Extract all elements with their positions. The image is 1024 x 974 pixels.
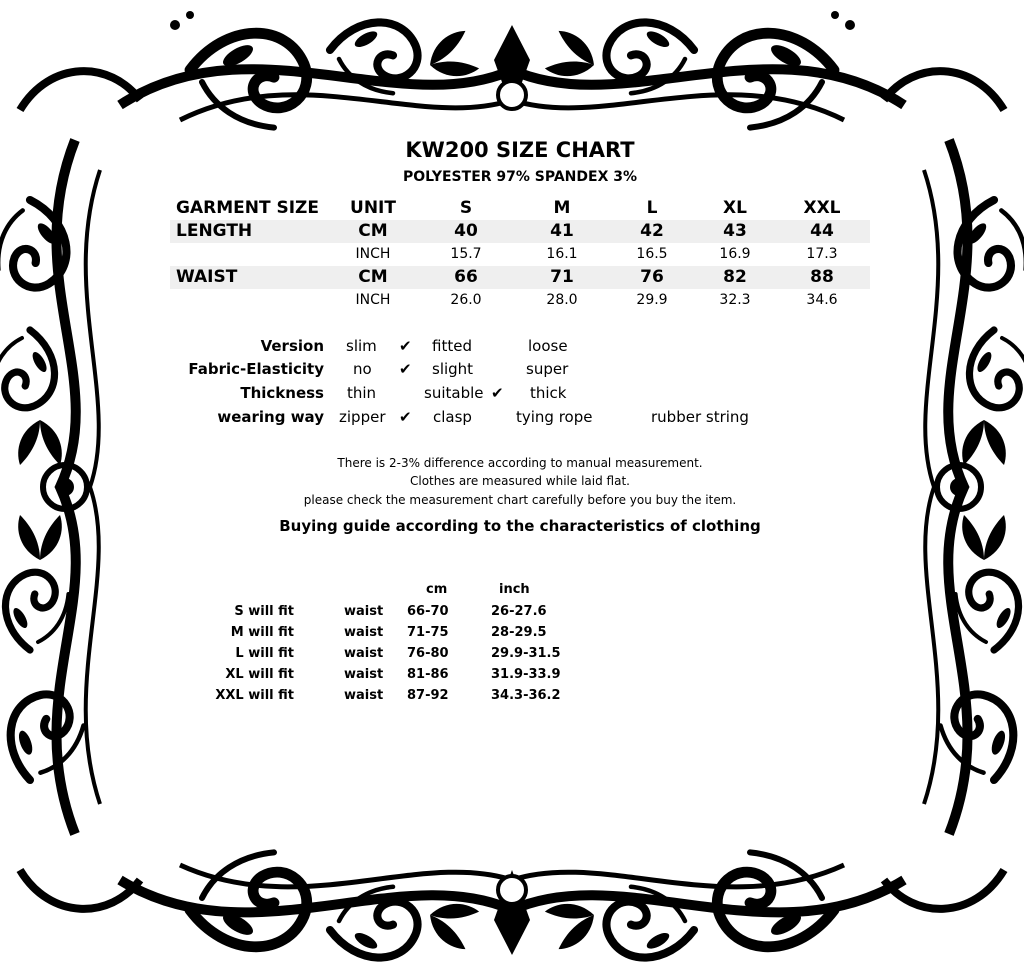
value-cell: 71 [550,267,574,287]
fit-row-cm: 71-75 [407,625,449,640]
top-border-ornament [120,11,904,128]
fit-row-cm: 76-80 [407,646,449,661]
check-mark-icon: ✔ [399,360,412,378]
fit-row-cm: 81-86 [407,667,449,682]
fit-row-label: XL will fit [225,667,294,682]
value-cell: 29.9 [636,292,668,308]
fit-row-label: XXL will fit [215,688,294,703]
right-border-ornament [884,71,1024,909]
property-option: zipper [339,408,386,426]
property-option: slight [432,360,474,378]
row-label: LENGTH [176,221,253,241]
property-option: thin [347,384,377,402]
value-cell: 42 [640,221,664,241]
value-cell: 88 [810,267,834,287]
value-cell: 15.7 [450,246,482,262]
unit-cell: INCH [355,292,391,308]
fit-col-header-cm: cm [426,582,448,597]
unit-cell: CM [358,221,388,241]
value-cell: 40 [454,221,478,241]
value-cell: 26.0 [450,292,482,308]
fit-row-inch: 29.9-31.5 [491,646,561,661]
value-cell: 41 [550,221,574,241]
fit-row-part: waist [344,667,384,682]
size-table-header-row [170,197,870,220]
fit-row-label: M will fit [230,625,294,640]
unit-cell: INCH [355,246,391,262]
fit-row-cm: 66-70 [407,604,449,619]
note-line: There is 2-3% difference according to manual measurement. [337,456,703,470]
property-option: super [526,360,569,378]
property-option: rubber string [651,408,749,426]
value-cell: 32.3 [719,292,751,308]
left-border-ornament [0,71,140,909]
fit-row-inch: 28-29.5 [491,625,547,640]
unit-cell: CM [358,267,388,287]
header-size-l: L [646,198,658,218]
fit-row-label: L will fit [235,646,294,661]
header-garment-size: GARMENT SIZE [176,198,319,218]
header-size-s: S [459,198,473,218]
value-cell: 16.1 [546,246,578,262]
property-option: slim [346,337,377,355]
waist-inch-row [170,289,870,312]
check-mark-icon: ✔ [399,408,412,426]
waist-cm-row [170,266,870,289]
property-label-version: Version [260,337,324,355]
value-cell: 34.6 [806,292,838,308]
value-cell: 76 [640,267,664,287]
fit-row-inch: 31.9-33.9 [491,667,561,682]
property-option: fitted [432,337,472,355]
property-option: tying rope [516,408,593,426]
value-cell: 44 [810,221,834,241]
value-cell: 43 [723,221,747,241]
fabric-composition: POLYESTER 97% SPANDEX 3% [402,169,638,185]
buying-guide-title: Buying guide according to the characteristics of clothing [279,517,761,535]
value-cell: 17.3 [806,246,838,262]
length-cm-row [170,220,870,243]
property-option: suitable [424,384,484,402]
note-line: Clothes are measured while laid flat. [410,474,630,488]
header-size-m: M [553,198,571,218]
note-line: please check the measurement chart carefully before you buy the item. [303,493,737,507]
property-option: clasp [433,408,472,426]
fit-row-part: waist [344,646,384,661]
check-mark-icon: ✔ [399,337,412,355]
fit-row-part: waist [344,625,384,640]
value-cell: 16.5 [636,246,668,262]
check-mark-icon: ✔ [491,384,504,402]
header-unit: UNIT [350,198,396,218]
property-label-fabric-elasticity: Fabric-Elasticity [188,360,324,378]
property-label-wearing-way: wearing way [217,408,324,426]
length-inch-row [170,243,870,266]
fit-row-part: waist [344,604,384,619]
fit-row-cm: 87-92 [407,688,449,703]
property-label-thickness: Thickness [240,384,324,402]
value-cell: 82 [723,267,747,287]
value-cell: 28.0 [546,292,578,308]
fit-col-header-inch: inch [499,582,530,597]
fit-row-part: waist [344,688,384,703]
bottom-border-ornament [120,852,904,957]
fit-row-inch: 34.3-36.2 [491,688,561,703]
fit-row-label: S will fit [234,604,294,619]
value-cell: 16.9 [719,246,751,262]
property-option: thick [530,384,567,402]
size-table [170,197,870,312]
value-cell: 66 [454,267,478,287]
header-size-xl: XL [723,198,747,218]
fit-row-inch: 26-27.6 [491,604,547,619]
header-size-xxl: XXL [803,198,841,218]
row-label: WAIST [176,267,238,287]
chart-title: KW200 SIZE CHART [405,138,635,162]
property-option: no [353,360,372,378]
property-option: loose [528,337,568,355]
